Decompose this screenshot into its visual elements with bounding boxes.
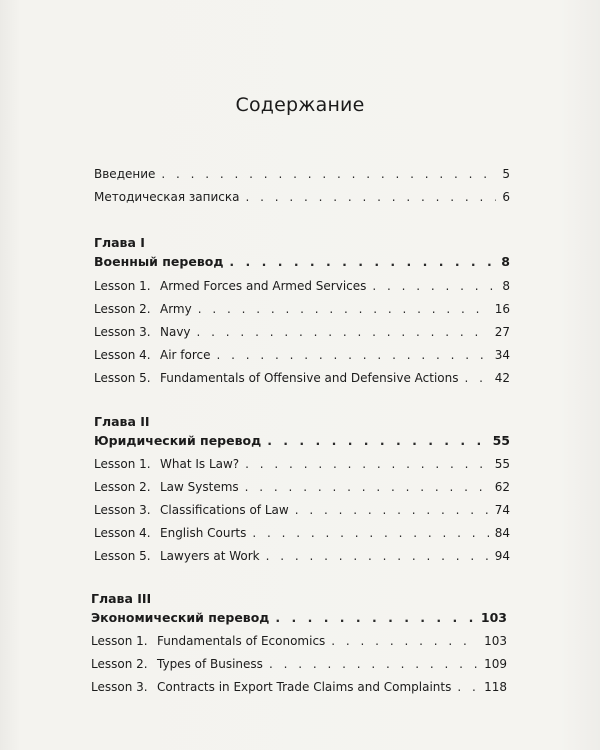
lesson-number: Lesson 1. xyxy=(94,279,151,293)
toc-lesson[interactable] xyxy=(94,502,510,518)
lesson-title: Armed Forces and Armed Services xyxy=(160,279,367,293)
toc-chapter-3[interactable] xyxy=(91,610,507,626)
toc-entry-methodical-note[interactable] xyxy=(94,189,510,205)
toc-lesson[interactable] xyxy=(94,347,510,363)
lesson-number: Lesson 1. xyxy=(94,457,151,471)
lesson-number: Lesson 4. xyxy=(94,526,151,540)
lesson-number: Lesson 3. xyxy=(94,325,151,339)
chapter-name: Юридический перевод xyxy=(94,433,262,448)
lesson-number: Lesson 5. xyxy=(94,371,151,385)
toc-lesson[interactable] xyxy=(91,633,507,649)
lesson-page: 8 xyxy=(502,279,510,293)
lesson-page: 118 xyxy=(484,680,507,694)
dot-leader xyxy=(269,656,478,672)
toc-lesson[interactable] xyxy=(94,548,510,564)
lesson-title: Army xyxy=(160,302,192,316)
dot-leader xyxy=(229,254,495,270)
toc-lesson[interactable] xyxy=(91,656,507,672)
lesson-title: Fundamentals of Economics xyxy=(157,634,326,648)
toc-entry-intro[interactable] xyxy=(94,166,510,182)
dot-leader xyxy=(267,433,486,449)
toc-lesson[interactable] xyxy=(94,525,510,541)
lesson-title: Types of Business xyxy=(157,657,263,671)
lesson-title: Contracts in Export Trade Claims and Complaints xyxy=(157,680,452,694)
lesson-page: 27 xyxy=(494,325,510,339)
lesson-number: Lesson 5. xyxy=(94,549,151,563)
lesson-page: 84 xyxy=(494,526,510,540)
toc-lesson[interactable] xyxy=(94,278,510,294)
lesson-title: What Is Law? xyxy=(160,457,240,471)
lesson-number: Lesson 2. xyxy=(91,657,148,671)
chapter-name: Экономический перевод xyxy=(91,610,270,625)
lesson-page: 109 xyxy=(484,657,507,671)
lesson-number: Lesson 4. xyxy=(94,348,151,362)
toc-lesson[interactable] xyxy=(94,456,510,472)
dot-leader xyxy=(275,610,475,626)
dot-leader xyxy=(245,189,496,205)
lesson-title: Fundamentals of Offensive and Defensive Actions xyxy=(160,371,459,385)
dot-leader xyxy=(457,679,478,695)
chapter-heading: Глава I xyxy=(94,235,145,250)
chapter-page: 8 xyxy=(501,254,510,269)
dot-leader xyxy=(295,502,489,518)
dot-leader xyxy=(245,456,489,472)
lesson-title: Lawyers at Work xyxy=(160,549,260,563)
dot-leader xyxy=(464,370,488,386)
dot-leader xyxy=(198,301,489,317)
lesson-page: 74 xyxy=(494,503,510,517)
lesson-page: 103 xyxy=(484,634,507,648)
dot-leader xyxy=(331,633,478,649)
toc-lesson[interactable] xyxy=(94,479,510,495)
lesson-page: 94 xyxy=(494,549,510,563)
lesson-number: Lesson 3. xyxy=(91,680,148,694)
chapter-heading: Глава III xyxy=(91,591,152,606)
toc-entry-label: Методическая записка xyxy=(94,190,240,204)
chapter-name: Военный перевод xyxy=(94,254,224,269)
toc-lesson[interactable] xyxy=(91,679,507,695)
lesson-title: Classifications of Law xyxy=(160,503,289,517)
chapter-heading: Глава II xyxy=(94,414,150,429)
dot-leader xyxy=(372,278,496,294)
lesson-number: Lesson 2. xyxy=(94,480,151,494)
lesson-number: Lesson 3. xyxy=(94,503,151,517)
lesson-title: Air force xyxy=(160,348,211,362)
chapter-page: 103 xyxy=(480,610,507,625)
lesson-title: Navy xyxy=(160,325,191,339)
dot-leader xyxy=(217,347,489,363)
lesson-title: English Courts xyxy=(160,526,247,540)
lesson-title: Law Systems xyxy=(160,480,239,494)
toc-lesson[interactable] xyxy=(94,370,510,386)
lesson-page: 16 xyxy=(494,302,510,316)
dot-leader xyxy=(252,525,488,541)
dot-leader xyxy=(161,166,496,182)
lesson-number: Lesson 2. xyxy=(94,302,151,316)
lesson-page: 62 xyxy=(494,480,510,494)
toc-entry-page: 5 xyxy=(502,167,510,181)
toc-lesson[interactable] xyxy=(94,301,510,317)
chapter-page: 55 xyxy=(492,433,510,448)
lesson-page: 34 xyxy=(494,348,510,362)
page-title: Содержание xyxy=(235,94,365,116)
dot-leader xyxy=(197,324,489,340)
toc-chapter-2[interactable] xyxy=(94,433,510,449)
toc-entry-page: 6 xyxy=(502,190,510,204)
toc-chapter-1[interactable] xyxy=(94,254,510,270)
dot-leader xyxy=(266,548,489,564)
toc-entry-label: Введение xyxy=(94,167,156,181)
toc-lesson[interactable] xyxy=(94,324,510,340)
lesson-page: 55 xyxy=(494,457,510,471)
lesson-number: Lesson 1. xyxy=(91,634,148,648)
dot-leader xyxy=(245,479,489,495)
lesson-page: 42 xyxy=(494,371,510,385)
